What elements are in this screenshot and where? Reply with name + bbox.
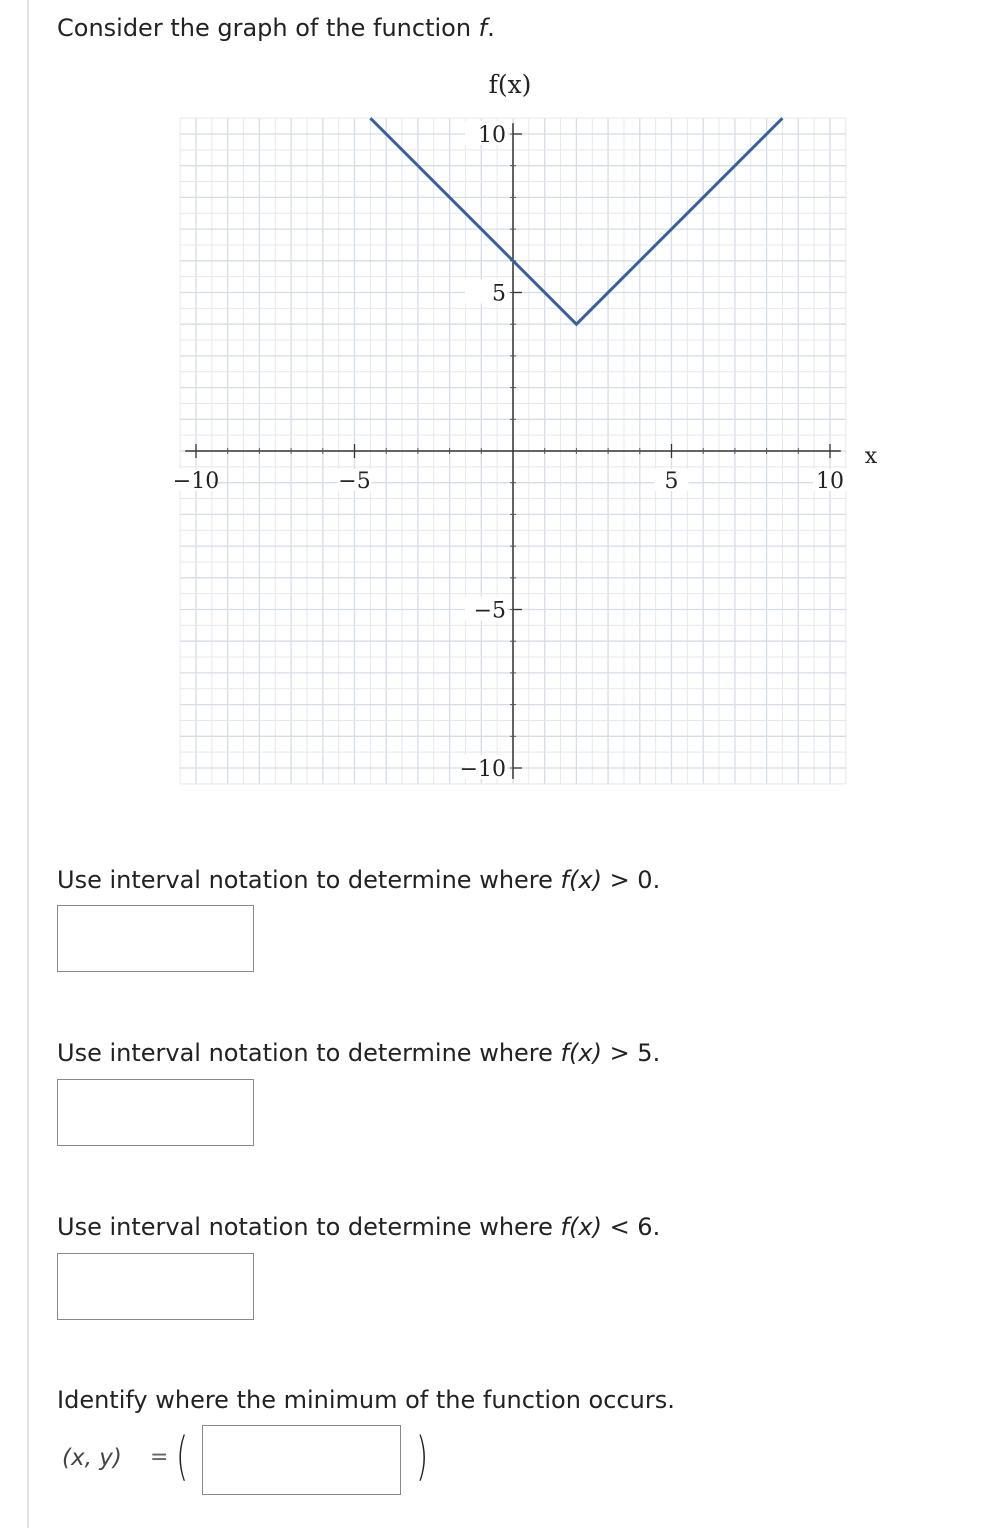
x-tick-label: −5 — [338, 469, 371, 494]
question-4: Identify where the minimum of the function occurs. — [57, 1386, 675, 1414]
x-axis-label: x — [864, 444, 878, 469]
y-tick-label: 10 — [478, 123, 506, 148]
point-label: (x, y) — [62, 1445, 122, 1471]
answer-input-1[interactable] — [57, 905, 254, 972]
labels — [489, 70, 878, 469]
y-tick-label: 5 — [492, 281, 506, 307]
equals-sign: = — [150, 1445, 169, 1470]
question-1: Use interval notation to determine where f(x) > 0. — [57, 866, 661, 894]
x-tick-label: 10 — [816, 469, 844, 494]
open-paren: ( — [176, 1427, 189, 1487]
intro-suffix: . — [487, 14, 495, 42]
answer-input-3[interactable] — [57, 1253, 254, 1320]
x-tick-label: −10 — [172, 469, 220, 494]
minimum-point-input[interactable] — [202, 1425, 401, 1495]
y-tick-label: −10 — [459, 757, 506, 782]
close-paren: ) — [416, 1427, 429, 1487]
y-tick-label: −5 — [473, 598, 506, 624]
answer-input-2[interactable] — [57, 1079, 254, 1146]
question-3: Use interval notation to determine where f(x) < 6. — [57, 1213, 661, 1241]
function-graph — [140, 60, 880, 800]
left-margin-rule — [27, 0, 29, 1528]
x-tick-label: 5 — [664, 469, 679, 494]
minimum-point-row — [62, 1425, 482, 1495]
intro-prefix: Consider the graph of the function — [57, 14, 479, 42]
graph-svg — [140, 60, 880, 800]
axes — [185, 123, 841, 779]
question-2: Use interval notation to determine where f(x) > 5. — [57, 1039, 661, 1067]
y-axis-label: f(x) — [488, 70, 532, 99]
intro-function-name: f — [478, 14, 488, 42]
intro-text — [57, 11, 495, 45]
